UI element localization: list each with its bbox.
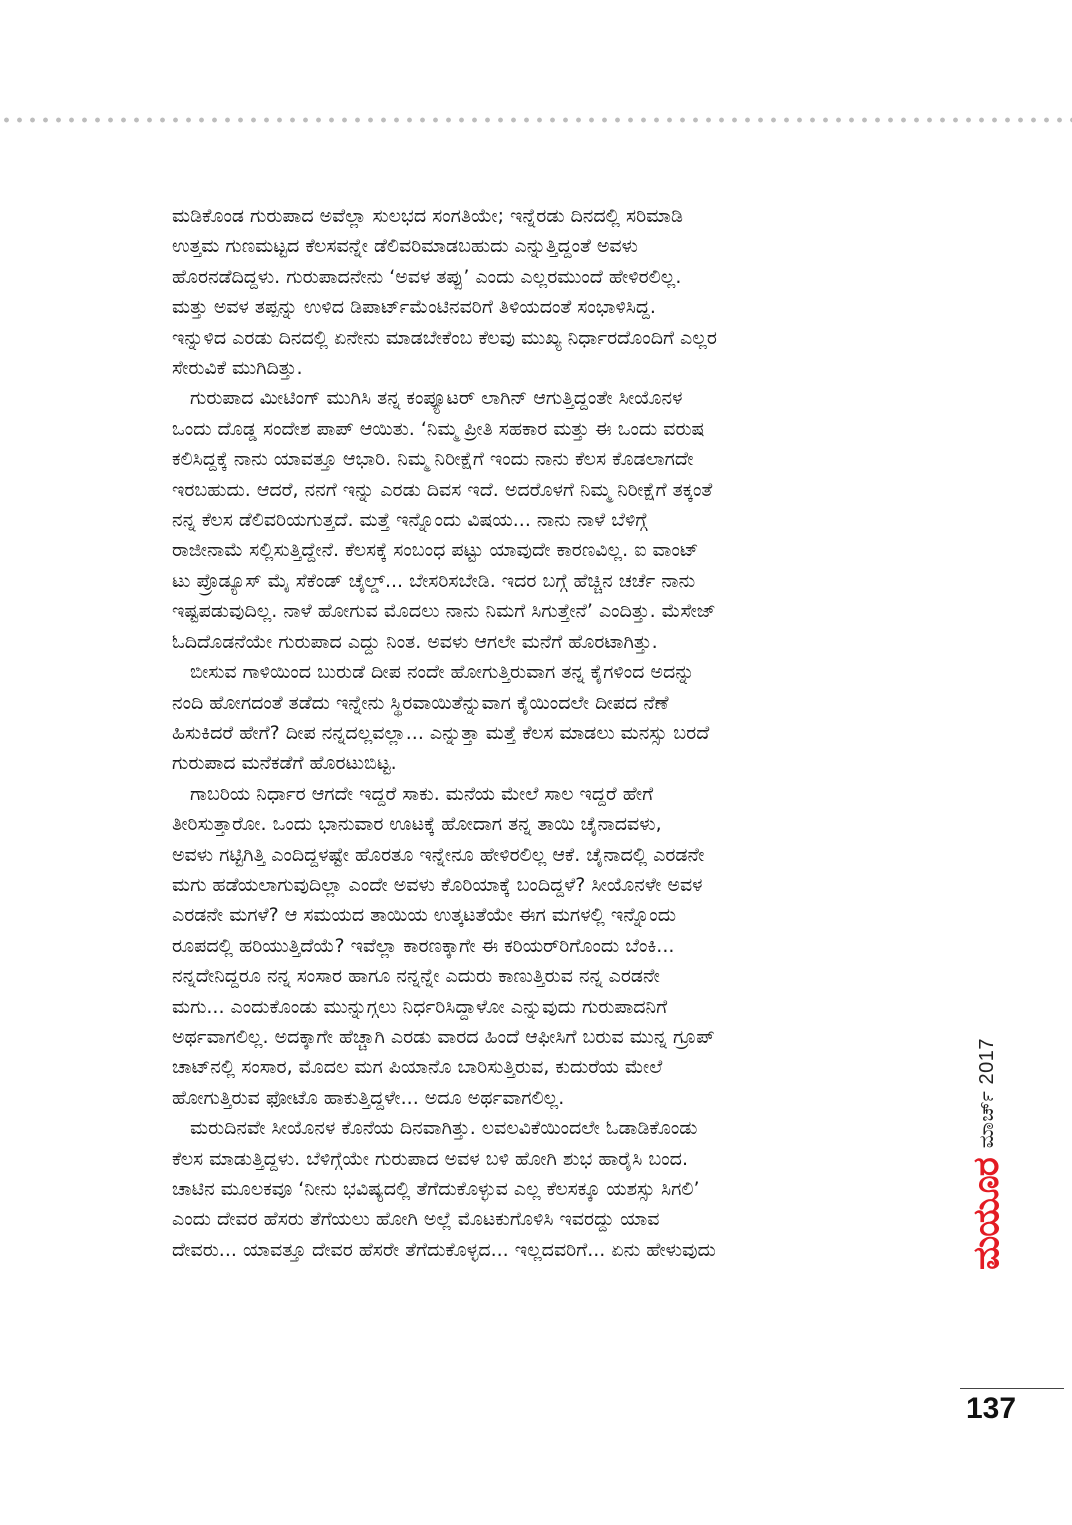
text-line: ಮತ್ತು ಅವಳ ತಪ್ಪನ್ನು ಉಳಿದ ಡಿಪಾರ್ಟ್‌ಮೆಂಟಿನವರಿಗೆ ತಿಳಿಯದಂತೆ ಸಂಭಾಳಿಸಿದ್ದ. xyxy=(172,296,656,319)
text-line: ಕಲಿಸಿದ್ದಕ್ಕೆ ನಾನು ಯಾವತ್ತೂ ಆಭಾರಿ. ನಿಮ್ಮ ನಿರೀಕ್ಷೆಗೆ ಇಂದು ನಾನು ಕೆಲಸ ಕೊಡಲಾಗದೇ xyxy=(172,448,694,471)
issue-date: ಮಾರ್ಚ್ 2017 xyxy=(975,1038,998,1149)
text-line: ನಂದಿ ಹೋಗದಂತೆ ತಡೆದು ಇನ್ನೇನು ಸ್ಥಿರವಾಯಿತೆನ್ನುವಾಗ ಕೈಯಿಂದಲೇ ದೀಪದ ನೆಣೆ xyxy=(172,691,669,714)
text-line: ಟು ಪ್ರೊಡ್ಯೂಸ್ ಮೈ ಸೆಕೆಂಡ್ ಚೈಲ್ಡ್... ಬೇಸರಿಸಬೇಡಿ. ಇದರ ಬಗ್ಗೆ ಹೆಚ್ಚಿನ ಚರ್ಚೆ ನಾನು xyxy=(172,569,696,592)
dotted-rule xyxy=(0,116,1072,124)
text-line: ಅವಳು ಗಟ್ಟಿಗಿತ್ತಿ ಎಂದಿದ್ದಳಷ್ಟೇ ಹೊರತೂ ಇನ್ನೇನೂ ಹೇಳಿರಲಿಲ್ಲ ಆಕೆ. ಚೈನಾದಲ್ಲಿ ಎರಡನೇ xyxy=(172,843,705,866)
text-line: ರೂಪದಲ್ಲಿ ಹರಿಯುತ್ತಿದೆಯೆ? ಇವೆಲ್ಲಾ ಕಾರಣಕ್ಕಾಗೇ ಈ ಕರಿಯರ್‌ರಿಗೊಂದು ಬೆಂಕಿ... xyxy=(172,934,675,957)
paragraph xyxy=(172,201,914,383)
page-number: 137 xyxy=(966,1392,1017,1425)
text-line: ಹಿಸುಕಿದರೆ ಹೇಗೆ? ದೀಪ ನನ್ನದಲ್ಲವಲ್ಲಾ... ಎನ್ನುತ್ತಾ ಮತ್ತೆ ಕೆಲಸ ಮಾಡಲು ಮನಸ್ಸು ಬರದೆ xyxy=(172,721,710,744)
text-line: ಎರಡನೇ ಮಗಳೆ? ಆ ಸಮಯದ ತಾಯಿಯ ಉತ್ಕಟತೆಯೇ ಈಗ ಮಗಳಲ್ಲಿ ಇನ್ನೊಂದು xyxy=(172,904,677,927)
text-line: ಚಾಟ್‌ನಲ್ಲಿ ಸಂಸಾರ, ಮೊದಲ ಮಗ ಪಿಯಾನೊ ಬಾರಿಸುತ್ತಿರುವ, ಕುದುರೆಯ ಮೇಲೆ xyxy=(172,1056,663,1079)
magazine-name: ಮಯೂರ xyxy=(966,1158,1007,1270)
text-line: ದೇವರು... ಯಾವತ್ತೂ ದೇವರ ಹೆಸರೇ ತೆಗೆದುಕೊಳ್ಳದ... ಇಲ್ಲದವರಿಗೆ... ಏನು ಹೇಳುವುದು xyxy=(172,1238,716,1261)
text-line: ಬೀಸುವ ಗಾಳಿಯಿಂದ ಬುರುಡೆ ದೀಪ ನಂದೇ ಹೋಗುತ್ತಿರುವಾಗ ತನ್ನ ಕೈಗಳಿಂದ ಅದನ್ನು xyxy=(190,661,695,684)
text-line: ಸೇರುವಿಕೆ ಮುಗಿದಿತ್ತು. xyxy=(172,357,303,380)
text-line: ಇನ್ನುಳಿದ ಎರಡು ದಿನದಲ್ಲಿ ಏನೇನು ಮಾಡಬೇಕೆಂಬ ಕೆಲವು ಮುಖ್ಯ ನಿರ್ಧಾರದೊಂದಿಗೆ ಎಲ್ಲರ xyxy=(172,326,717,349)
article-body xyxy=(172,201,914,1265)
text-line: ಗಾಬರಿಯ ನಿರ್ಧಾರ ಆಗದೇ ಇದ್ದರೆ ಸಾಕು. ಮನೆಯ ಮೇಲೆ ಸಾಲ ಇದ್ದರೆ ಹೇಗೆ xyxy=(190,782,654,805)
text-line: ಮರುದಿನವೇ ಸೀಯೊನಳ ಕೊನೆಯ ದಿನವಾಗಿತ್ತು. ಲವಲವಿಕೆಯಿಂದಲೇ ಓಡಾಡಿಕೊಂಡು xyxy=(190,1117,698,1140)
text-line: ಉತ್ತಮ ಗುಣಮಟ್ಟದ ಕೆಲಸವನ್ನೇ ಡೆಲಿವರಿಮಾಡಬಹುದು ಎನ್ನುತ್ತಿದ್ದಂತೆ ಅವಳು xyxy=(172,235,638,258)
text-line: ಮಗು... ಎಂದುಕೊಂಡು ಮುನ್ನುಗ್ಗಲು ನಿರ್ಧರಿಸಿದ್ದಾಳೋ ಎನ್ನುವುದು ಗುರುಪಾದನಿಗೆ xyxy=(172,995,668,1018)
text-line: ತೀರಿಸುತ್ತಾರೋ. ಒಂದು ಭಾನುವಾರ ಊಟಕ್ಕೆ ಹೋದಾಗ ತನ್ನ ತಾಯಿ ಚೈನಾದವಳು, xyxy=(172,813,662,836)
text-line: ಮಡಿಕೊಂಡ ಗುರುಪಾದ ಅವೆಲ್ಲಾ ಸುಲಭದ ಸಂಗತಿಯೇ; ಇನ್ನೆರಡು ದಿನದಲ್ಲಿ ಸರಿಮಾಡಿ xyxy=(172,205,683,227)
paragraph xyxy=(172,383,914,657)
text-line: ಮಗು ಹಡೆಯಲಾಗುವುದಿಲ್ಲಾ ಎಂದೇ ಅವಳು ಕೊರಿಯಾಕ್ಕೆ ಬಂದಿದ್ದಳೆ? ಸೀಯೊನಳೇ ಅವಳ xyxy=(172,873,703,896)
text-line: ಅರ್ಥವಾಗಲಿಲ್ಲ. ಅದಕ್ಕಾಗೇ ಹೆಚ್ಚಾಗಿ ಎರಡು ವಾರದ ಹಿಂದೆ ಆಫೀಸಿಗೆ ಬರುವ ಮುನ್ನ ಗ್ರೂಪ್ xyxy=(172,1025,715,1048)
text-line: ಗುರುಪಾದ ಮೀಟಿಂಗ್ ಮುಗಿಸಿ ತನ್ನ ಕಂಪ್ಯೂಟರ್ ಲಾಗಿನ್ ಆಗುತ್ತಿದ್ದಂತೇ ಸೀಯೊನಳ xyxy=(190,387,683,410)
text-line: ನನ್ನ ಕೆಲಸ ಡೆಲಿವರಿಯಗುತ್ತದೆ. ಮತ್ತೆ ಇನ್ನೊಂದು ವಿಷಯ... ನಾನು ನಾಳೆ ಬೆಳಿಗ್ಗೆ xyxy=(172,509,648,532)
text-line: ನನ್ನದೇನಿದ್ದರೂ ನನ್ನ ಸಂಸಾರ ಹಾಗೂ ನನ್ನನ್ನೇ ಎದುರು ಕಾಣುತ್ತಿರುವ ನನ್ನ ಎರಡನೇ xyxy=(172,965,660,988)
paragraph xyxy=(172,1113,914,1265)
text-line: ಗುರುಪಾದ ಮನೆಕಡೆಗೆ ಹೊರಟುಬಿಟ್ಟ. xyxy=(172,752,397,775)
text-line: ಹೊರನಡೆದಿದ್ದಳು. ಗುರುಪಾದನೇನು ‘ಅವಳ ತಪ್ಪು’ ಎಂದು ಎಲ್ಲರಮುಂದೆ ಹೇಳಿರಲಿಲ್ಲ. xyxy=(172,265,682,288)
text-line: ಇಷ್ಟಪಡುವುದಿಲ್ಲ. ನಾಳೆ ಹೋಗುವ ಮೊದಲು ನಾನು ನಿಮಗೆ ಸಿಗುತ್ತೇನೆ’ ಎಂದಿತ್ತು. ಮೆಸೇಜ್ xyxy=(172,600,716,623)
text-line: ಕೆಲಸ ಮಾಡುತ್ತಿದ್ದಳು. ಬೆಳಿಗ್ಗೆಯೇ ಗುರುಪಾದ ಅವಳ ಬಳಿ ಹೋಗಿ ಶುಭ ಹಾರೈಸಿ ಬಂದ. xyxy=(172,1147,688,1170)
text-line: ಹೋಗುತ್ತಿರುವ ಫೋಟೊ ಹಾಕುತ್ತಿದ್ದಳೇ... ಅದೂ ಅರ್ಥವಾಗಲಿಲ್ಲ. xyxy=(172,1086,565,1109)
text-line: ಓದಿದೊಡನೆಯೇ ಗುರುಪಾದ ಎದ್ದು ನಿಂತ. ಅವಳು ಆಗಲೇ ಮನೆಗೆ ಹೊರಟಾಗಿತ್ತು. xyxy=(172,630,658,653)
text-line: ಎಂದು ದೇವರ ಹೆಸರು ತೆಗೆಯಲು ಹೋಗಿ ಅಲ್ಲೆ ಮೊಟಕುಗೊಳಿಸಿ ಇವರದ್ದು ಯಾವ xyxy=(172,1208,660,1231)
magazine-masthead xyxy=(966,1038,1008,1270)
text-line: ಒಂದು ದೊಡ್ಡ ಸಂದೇಶ ಪಾಪ್ ಆಯಿತು. ‘ನಿಮ್ಮ ಪ್ರೀತಿ ಸಹಕಾರ ಮತ್ತು ಈ ಒಂದು ವರುಷ xyxy=(172,417,705,440)
text-line: ರಾಜೀನಾಮೆ ಸಲ್ಲಿಸುತ್ತಿದ್ದೇನೆ. ಕೆಲಸಕ್ಕೆ ಸಂಬಂಧ ಪಟ್ಟು ಯಾವುದೇ ಕಾರಣವಿಲ್ಲ. ಐ ವಾಂಟ್ xyxy=(172,539,699,562)
paragraph xyxy=(172,657,914,779)
page-number-rule xyxy=(960,1388,1064,1389)
paragraph xyxy=(172,779,914,1113)
text-line: ಚಾಟಿನ ಮೂಲಕವೂ ‘ನೀನು ಭವಿಷ್ಯದಲ್ಲಿ ತೆಗೆದುಕೊಳ್ಳುವ ಎಲ್ಲ ಕೆಲಸಕ್ಕೂ ಯಶಸ್ಸು ಸಿಗಲಿ’ xyxy=(172,1178,700,1200)
text-line: ಇರಬಹುದು. ಆದರೆ, ನನಗೆ ಇನ್ನು ಎರಡು ದಿವಸ ಇದೆ. ಅದರೊಳಗೆ ನಿಮ್ಮ ನಿರೀಕ್ಷೆಗೆ ತಕ್ಕಂತೆ xyxy=(172,478,713,501)
